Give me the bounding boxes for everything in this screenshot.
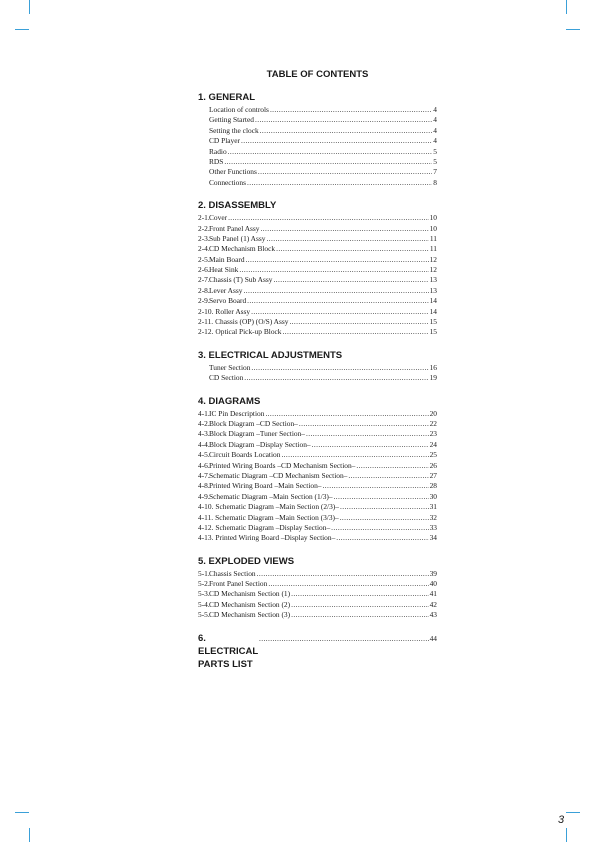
- toc-entry[interactable]: [198, 513, 437, 523]
- dot-leader: [291, 600, 429, 610]
- entry-page-number: 43: [429, 610, 437, 620]
- entry-page-number: 12: [429, 265, 437, 275]
- toc-entry[interactable]: [198, 157, 437, 167]
- entry-page-number: 26: [429, 460, 437, 470]
- crop-mark: [29, 0, 30, 14]
- toc-entry[interactable]: [198, 327, 437, 337]
- crop-mark: [566, 812, 580, 813]
- entry-number: 2-4.: [198, 244, 210, 254]
- toc-entry[interactable]: [198, 471, 437, 481]
- entry-number: 2-6.: [198, 265, 210, 275]
- dot-leader: [228, 213, 429, 223]
- entry-number: 2-9.: [198, 296, 210, 306]
- entry-page-number: 5: [433, 156, 437, 166]
- toc-title-container: [198, 69, 437, 80]
- entry-label: Printed Wiring Board –Display Section–: [215, 533, 336, 543]
- entry-label: Main Board: [209, 254, 245, 264]
- entry-label: CD Mechanism Section (3): [209, 610, 291, 620]
- entry-page-number: 15: [429, 317, 437, 327]
- dot-leader: [224, 157, 432, 167]
- entry-number: 4-6.: [198, 460, 210, 470]
- entry-page-number: 13: [429, 275, 437, 285]
- entry-page-number: 31: [429, 502, 437, 512]
- toc-entry[interactable]: [198, 167, 437, 177]
- entry-number: 2-10.: [198, 306, 214, 316]
- entry-page-number: 8: [433, 177, 437, 187]
- toc-entry[interactable]: [198, 105, 437, 115]
- entry-label: Circuit Boards Location: [209, 450, 281, 460]
- toc-entry[interactable]: [198, 492, 437, 502]
- toc-entry[interactable]: [198, 450, 437, 460]
- entry-page-number: 11: [429, 233, 437, 243]
- entry-page-number: 19: [429, 373, 437, 383]
- table-of-contents: [198, 91, 437, 670]
- entry-number: 5-4.: [198, 599, 210, 609]
- toc-entry[interactable]: [198, 296, 437, 306]
- entry-label: Schematic Diagram –Main Section (3/3)–: [215, 512, 339, 522]
- entry-page-number: 22: [429, 418, 437, 428]
- toc-entry[interactable]: [198, 275, 437, 285]
- entry-number: 4-5.: [198, 450, 210, 460]
- entry-page-number: 27: [429, 470, 437, 480]
- toc-entry[interactable]: [198, 461, 437, 471]
- dot-leader: [228, 147, 433, 157]
- entry-page-number: 7: [433, 167, 437, 177]
- dot-leader: [259, 632, 429, 645]
- page-number: 3: [558, 814, 565, 826]
- dot-leader: [336, 533, 428, 543]
- dot-leader: [255, 115, 432, 125]
- crop-mark: [15, 29, 29, 30]
- dot-leader: [247, 296, 428, 306]
- dot-leader: [340, 513, 429, 523]
- entry-number: 2-8.: [198, 285, 210, 295]
- crop-mark: [15, 812, 29, 813]
- toc-entry[interactable]: [198, 234, 437, 244]
- entry-label: Chassis (OP) (O/S) Assy: [215, 317, 289, 327]
- dot-leader: [270, 105, 432, 115]
- entry-page-number: 41: [429, 589, 437, 599]
- dot-leader: [246, 255, 429, 265]
- toc-section: [198, 632, 437, 670]
- dot-leader: [268, 579, 428, 589]
- entry-page-number: 32: [429, 512, 437, 522]
- dot-leader: [260, 126, 433, 136]
- entry-page-number: 25: [429, 450, 437, 460]
- entry-label: Tuner Section: [209, 362, 251, 372]
- entry-label: Schematic Diagram –Main Section (1/3)–: [209, 491, 333, 501]
- entry-number: 2-5.: [198, 254, 210, 264]
- entry-label: Setting the clock: [209, 125, 259, 135]
- entry-label: CD Mechanism Section (1): [209, 589, 291, 599]
- dot-leader: [306, 429, 429, 439]
- toc-entry[interactable]: [198, 589, 437, 599]
- dot-leader: [348, 471, 428, 481]
- entry-number: 2-11.: [198, 317, 214, 327]
- dot-leader: [244, 373, 428, 383]
- toc-entry[interactable]: [198, 244, 437, 254]
- entry-page-number: 44: [429, 633, 437, 643]
- entry-label: IC Pin Description: [209, 408, 265, 418]
- entry-page-number: 4: [433, 136, 437, 146]
- toc-entry[interactable]: [198, 265, 437, 275]
- entry-label: Schematic Diagram –CD Mechanism Section–: [209, 470, 348, 480]
- crop-mark: [29, 828, 30, 842]
- dot-leader: [265, 409, 428, 419]
- entry-label: Heat Sink: [209, 265, 239, 275]
- toc-entry[interactable]: [198, 363, 437, 373]
- dot-leader: [273, 275, 428, 285]
- entry-page-number: 5: [433, 146, 437, 156]
- section-heading: 6. ELECTRICAL PARTS LIST: [198, 632, 258, 670]
- page-title: TABLE OF CONTENTS: [266, 69, 369, 80]
- entry-number: 4-10.: [198, 502, 214, 512]
- entry-label: Cover: [209, 213, 228, 223]
- entry-page-number: 20: [429, 408, 437, 418]
- crop-mark: [566, 29, 580, 30]
- entry-page-number: 24: [429, 439, 437, 449]
- dot-leader: [243, 286, 428, 296]
- toc-entry[interactable]: [198, 533, 437, 543]
- entry-page-number: 16: [429, 362, 437, 372]
- dot-leader: [289, 317, 428, 327]
- dot-leader: [291, 589, 429, 599]
- section-heading: 5. EXPLODED VIEWS: [198, 555, 295, 567]
- entry-page-number: 4: [433, 125, 437, 135]
- entry-label: Other Functions: [209, 167, 257, 177]
- entry-label: Radio: [209, 146, 227, 156]
- entry-number: 4-8.: [198, 481, 210, 491]
- entry-number: 2-1.: [198, 213, 210, 223]
- entry-page-number: 14: [429, 296, 437, 306]
- section-heading: 2. DISASSEMBLY: [198, 200, 277, 212]
- entry-page-number: 30: [429, 491, 437, 501]
- toc-entry[interactable]: [198, 440, 437, 450]
- toc-entry[interactable]: [198, 610, 437, 620]
- dot-leader: [251, 363, 428, 373]
- entry-label: Optical Pick-up Block: [215, 327, 282, 337]
- dot-leader: [261, 224, 429, 234]
- toc-entry[interactable]: [198, 569, 437, 579]
- entry-number: 4-1.: [198, 408, 210, 418]
- entry-label: Front Panel Section: [209, 579, 268, 589]
- section-heading: 3. ELECTRICAL ADJUSTMENTS: [198, 349, 343, 361]
- entry-label: Chassis Section: [209, 568, 256, 578]
- entry-label: Printed Wiring Board –Main Section–: [209, 481, 322, 491]
- dot-leader: [247, 178, 432, 188]
- entry-label: Connections: [209, 177, 246, 187]
- entry-page-number: 11: [429, 244, 437, 254]
- section-heading: 1. GENERAL: [198, 92, 256, 103]
- toc-section: [198, 555, 437, 621]
- dot-leader: [257, 569, 429, 579]
- entry-page-number: 15: [429, 327, 437, 337]
- entry-label: Block Diagram –CD Section–: [209, 418, 298, 428]
- toc-entry[interactable]: [198, 147, 437, 157]
- entry-page-number: 39: [429, 568, 437, 578]
- entry-page-number: 42: [429, 599, 437, 609]
- entry-page-number: 34: [429, 533, 437, 543]
- toc-entry[interactable]: [198, 307, 437, 317]
- toc-entry[interactable]: [198, 409, 437, 419]
- entry-number: 2-7.: [198, 275, 210, 285]
- toc-entry[interactable]: [198, 523, 437, 533]
- entry-label: RDS: [209, 156, 224, 166]
- entry-number: 4-13.: [198, 533, 214, 543]
- toc-section: [198, 395, 437, 544]
- entry-label: Schematic Diagram –Display Section–: [215, 522, 331, 532]
- toc-entry[interactable]: [198, 255, 437, 265]
- dot-leader: [283, 327, 429, 337]
- entry-label: Block Diagram –Display Section–: [209, 439, 311, 449]
- entry-label: Roller Assy: [215, 306, 251, 316]
- entry-number: 4-7.: [198, 470, 210, 480]
- toc-entry[interactable]: [198, 373, 437, 383]
- toc-entry[interactable]: [198, 600, 437, 610]
- entry-number: 2-3.: [198, 233, 210, 243]
- entry-page-number: 23: [429, 429, 437, 439]
- entry-label: Front Panel Assy: [209, 223, 260, 233]
- dot-leader: [356, 461, 428, 471]
- entry-number: 4-12.: [198, 522, 214, 532]
- entry-page-number: 10: [429, 213, 437, 223]
- toc-section: [198, 91, 437, 188]
- dot-leader: [340, 502, 429, 512]
- entry-page-number: 4: [433, 115, 437, 125]
- entry-number: 5-5.: [198, 610, 210, 620]
- entry-number: 2-12.: [198, 327, 214, 337]
- entry-page-number: 4: [433, 105, 437, 114]
- entry-page-number: 28: [429, 481, 437, 491]
- dot-leader: [239, 265, 428, 275]
- dot-leader: [322, 481, 428, 491]
- entry-label: Sub Panel (1) Assy: [209, 233, 266, 243]
- toc-entry[interactable]: [198, 317, 437, 327]
- entry-label: CD Mechanism Section (2): [209, 599, 291, 609]
- toc-section: [198, 199, 437, 338]
- entry-number: 4-9.: [198, 491, 210, 501]
- toc-entry[interactable]: [198, 502, 437, 512]
- entry-label: Printed Wiring Boards –CD Mechanism Section–: [209, 460, 356, 470]
- dot-leader: [266, 234, 428, 244]
- toc-entry[interactable]: [198, 481, 437, 491]
- entry-page-number: 40: [429, 579, 437, 589]
- entry-number: 5-1.: [198, 568, 210, 578]
- entry-label: Lever Assy: [209, 285, 243, 295]
- toc-entry[interactable]: [198, 429, 437, 439]
- entry-number: 5-3.: [198, 589, 210, 599]
- crop-mark: [566, 828, 567, 842]
- toc-entry[interactable]: [198, 126, 437, 136]
- entry-label: CD Mechanism Block: [209, 244, 276, 254]
- entry-label: CD Section: [209, 373, 244, 383]
- entry-number: 4-2.: [198, 418, 210, 428]
- entry-label: Servo Board: [209, 296, 247, 306]
- dot-leader: [276, 244, 429, 254]
- toc-entry[interactable]: [198, 224, 437, 234]
- entry-number: 4-3.: [198, 429, 210, 439]
- entry-number: 5-2.: [198, 579, 210, 589]
- toc-entry[interactable]: [198, 419, 437, 429]
- entry-number: 4-11.: [198, 512, 214, 522]
- toc-entry[interactable]: [198, 579, 437, 589]
- dot-leader: [291, 610, 429, 620]
- entry-page-number: 33: [429, 522, 437, 532]
- entry-label: Schematic Diagram –Main Section (2/3)–: [215, 502, 339, 512]
- entry-page-number: 12: [429, 254, 437, 264]
- entry-page-number: 10: [429, 223, 437, 233]
- toc-entry[interactable]: [198, 178, 437, 188]
- entry-page-number: 13: [429, 285, 437, 295]
- toc-entry[interactable]: [198, 632, 437, 670]
- entry-label: Block Diagram –Tuner Section–: [209, 429, 305, 439]
- entry-number: 4-4.: [198, 439, 210, 449]
- entry-label: CD Player: [209, 136, 240, 146]
- entry-label: Location of controls: [209, 105, 269, 114]
- dot-leader: [299, 419, 429, 429]
- dot-leader: [258, 167, 432, 177]
- dot-leader: [251, 307, 429, 317]
- dot-leader: [281, 450, 428, 460]
- dot-leader: [241, 136, 432, 146]
- entry-number: 2-2.: [198, 223, 210, 233]
- entry-label: Getting Started: [209, 115, 254, 125]
- toc-entry[interactable]: [198, 213, 437, 223]
- entry-page-number: 14: [429, 306, 437, 316]
- entry-label: Chassis (T) Sub Assy: [209, 275, 273, 285]
- toc-entry[interactable]: [198, 136, 437, 146]
- toc-section: [198, 349, 437, 384]
- section-heading: 4. DIAGRAMS: [198, 395, 261, 407]
- dot-leader: [312, 440, 429, 450]
- dot-leader: [334, 492, 429, 502]
- crop-mark: [566, 0, 567, 14]
- toc-entry[interactable]: [198, 286, 437, 296]
- toc-entry[interactable]: [198, 115, 437, 125]
- dot-leader: [331, 523, 428, 533]
